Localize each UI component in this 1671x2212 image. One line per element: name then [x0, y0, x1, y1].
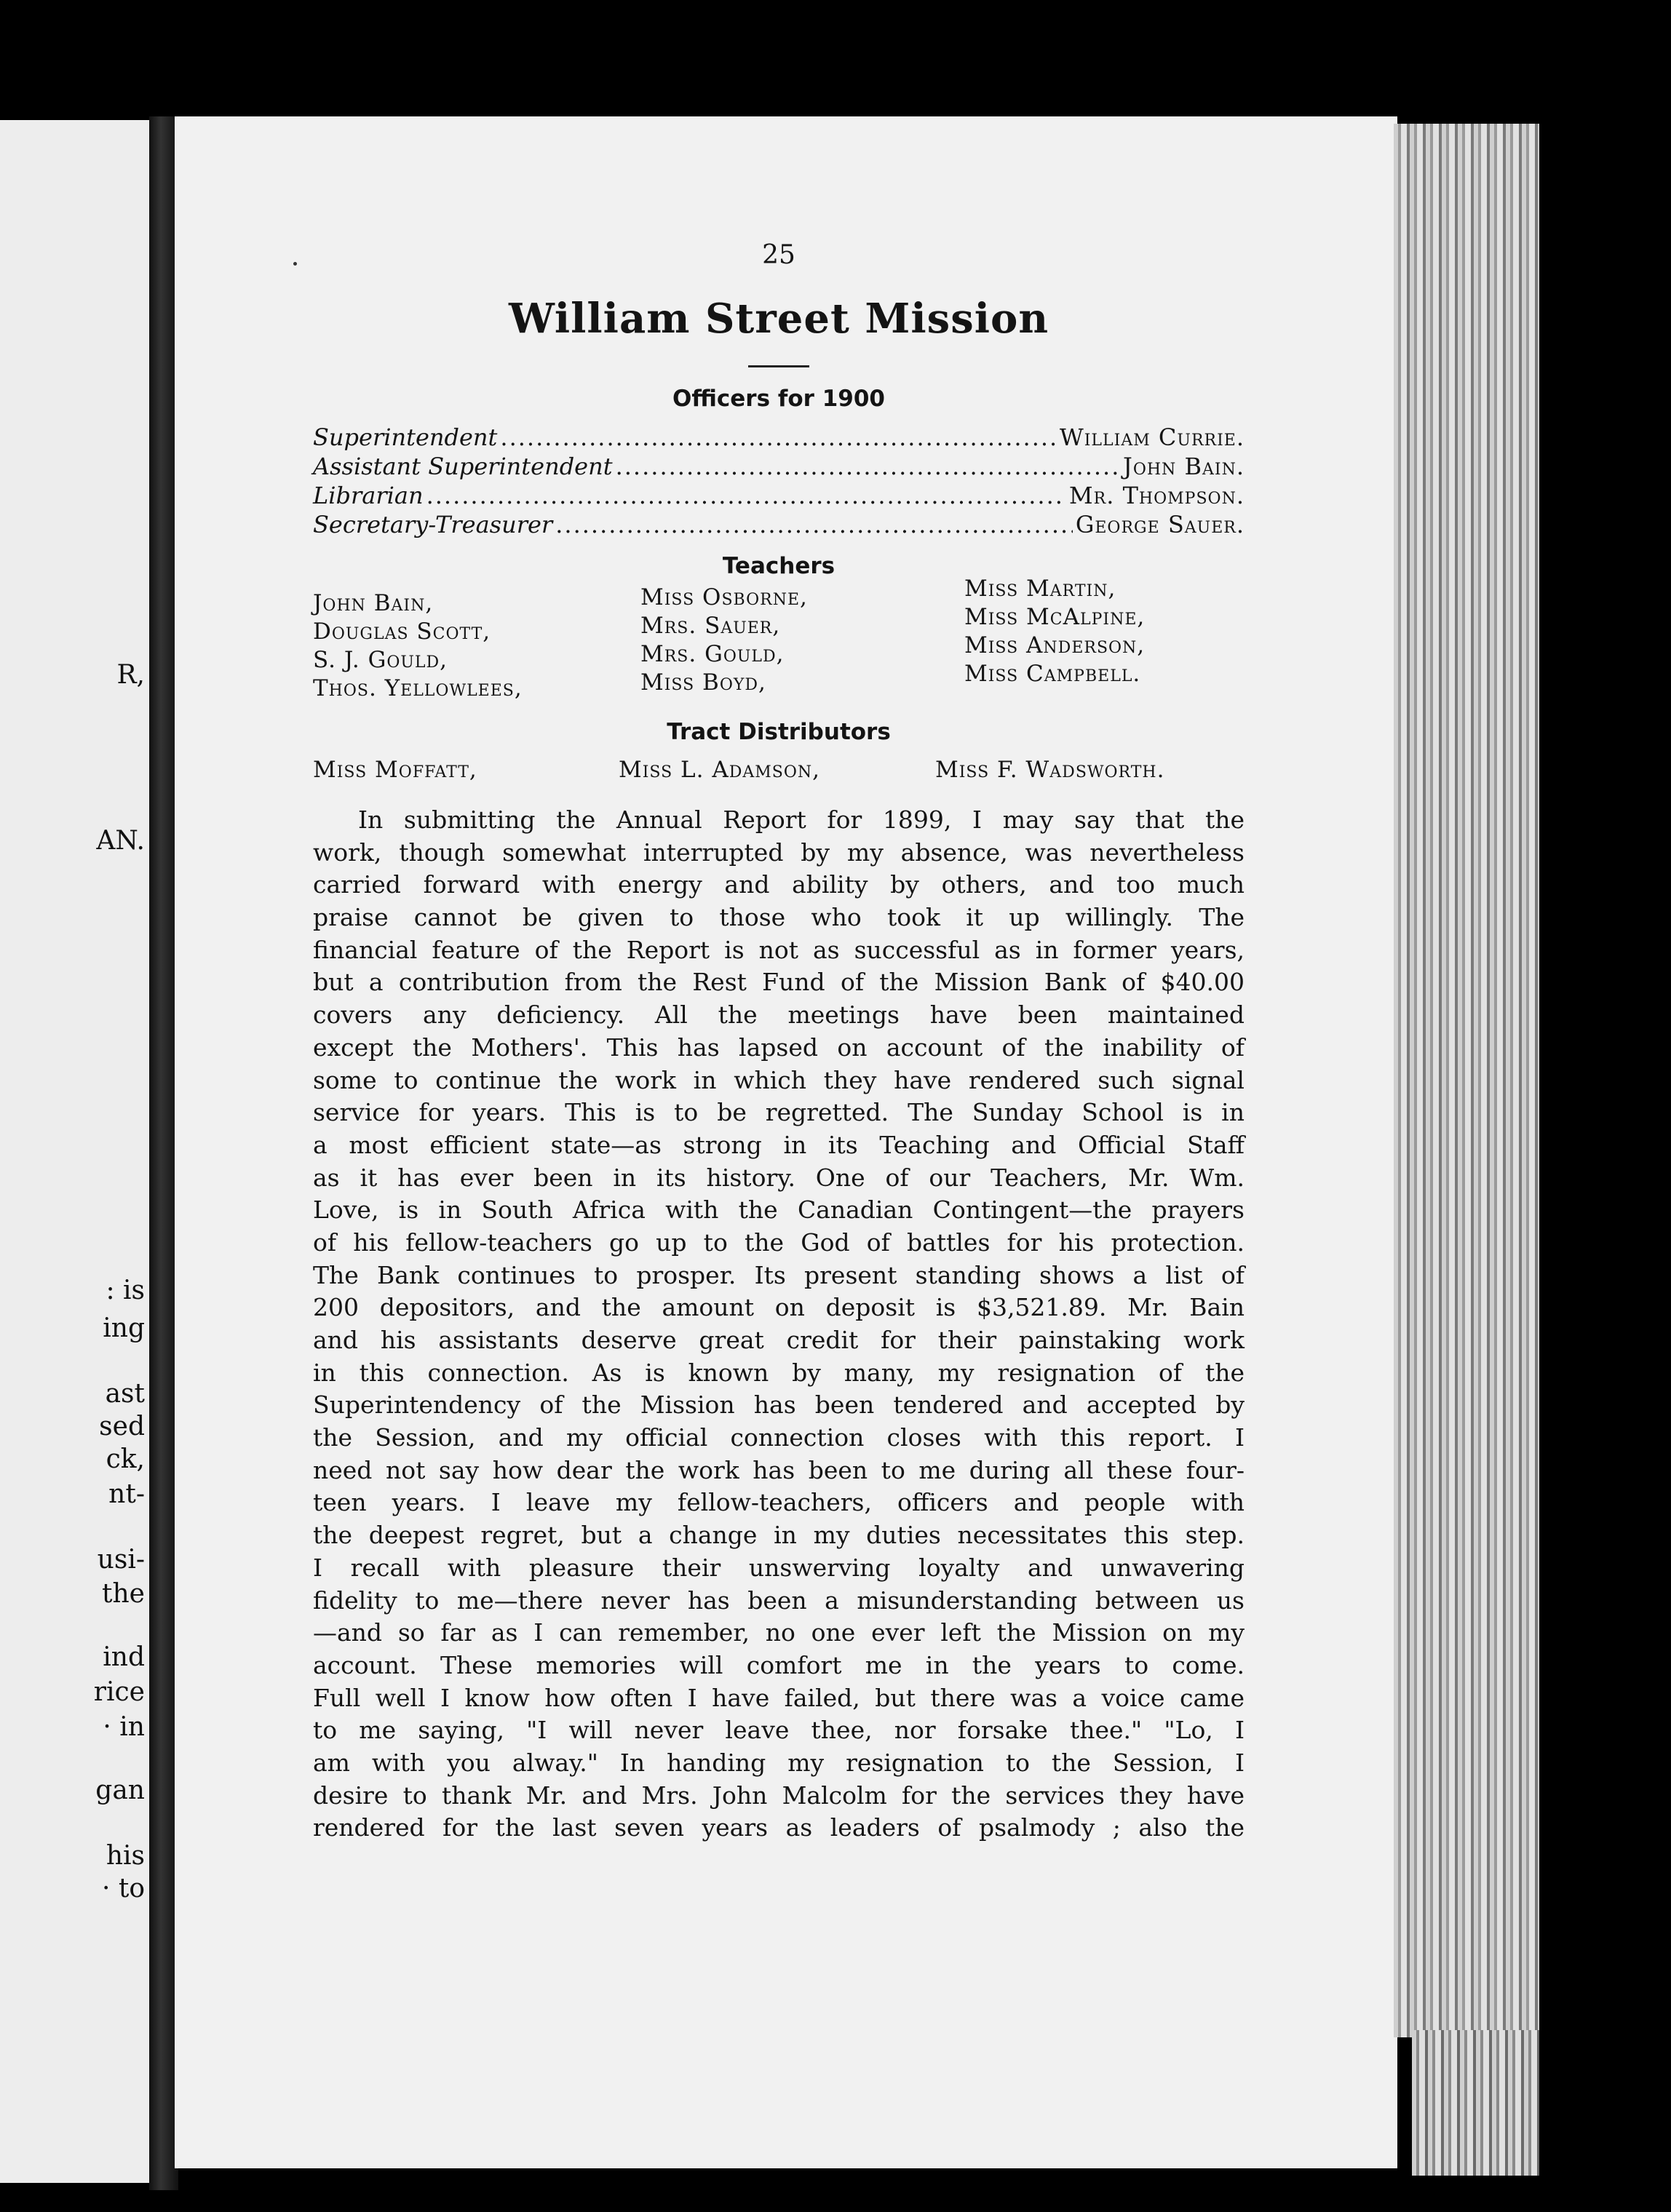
officer-name: George Sauer. — [1075, 511, 1245, 538]
body-line: carried forward with energy and ability by others, and too much — [313, 870, 1245, 899]
body-line: service for years. This is to be regretted. The Sunday School is in — [313, 1098, 1245, 1127]
body-line: —and so far as I can remember, no one ever left the Mission on my — [313, 1618, 1245, 1647]
body-line: am with you alway." In handing my resignation to the Session, I — [313, 1748, 1245, 1777]
teacher-name: Miss Osborne, — [640, 584, 808, 610]
left-page-fragment: ast — [105, 1379, 145, 1409]
body-line: as it has ever been in its history. One of our Teachers, Mr. Wm. — [313, 1163, 1245, 1192]
teachers-column-2 — [640, 584, 808, 697]
left-page-fragment: R, — [116, 660, 145, 690]
body-line: the Session, and my official connection closes with this report. I — [313, 1423, 1245, 1452]
teacher-name: Miss Martin, — [964, 576, 1116, 602]
page-number: 25 — [762, 240, 795, 270]
teacher-name: Miss Campbell. — [964, 661, 1141, 687]
body-line: the deepest regret, but a change in my duties necessitates this step. — [313, 1521, 1245, 1550]
book-gutter — [149, 116, 178, 2190]
title-rule — [748, 365, 809, 367]
body-line: of his fellow-teachers go up to the God of battles for his protection. — [313, 1228, 1245, 1257]
distributor-name: Miss Moffatt, — [313, 757, 477, 783]
page-title: William Street Mission — [508, 295, 1049, 343]
officer-row — [313, 453, 1245, 482]
teachers-column-3 — [964, 575, 1145, 688]
leader-dots — [616, 453, 1120, 480]
distributors-row — [313, 757, 1245, 786]
officer-role: Secretary-Treasurer — [313, 511, 553, 538]
officer-row — [313, 423, 1245, 453]
body-line: I recall with pleasure their unswerving loyalty and unwavering — [313, 1553, 1245, 1582]
distributor-name: Miss L. Adamson, — [619, 757, 820, 783]
teacher-name: Thos. Yellowlees, — [313, 675, 523, 701]
distributors-heading: Tract Distributors — [667, 719, 891, 745]
left-page-fragment: · to — [101, 1874, 145, 1903]
body-line: some to continue the work in which they have rendered such signal — [313, 1065, 1245, 1094]
left-page-fragment: usi- — [97, 1545, 145, 1575]
teacher-name: Miss Boyd, — [640, 669, 766, 696]
left-page-fragment: ind — [103, 1642, 145, 1672]
body-line: desire to thank Mr. and Mrs. John Malcolm for the services they have — [313, 1781, 1245, 1810]
officer-role: Librarian — [313, 482, 424, 509]
officer-row — [313, 482, 1245, 511]
body-line: account. These memories will comfort me in the years to come. — [313, 1650, 1245, 1679]
left-page-fragment: nt- — [108, 1479, 145, 1509]
body-line: and his assistants deserve great credit for their painstaking work — [313, 1326, 1245, 1354]
officer-name: John Bain. — [1123, 453, 1245, 480]
left-facing-page — [0, 120, 149, 2183]
officer-row — [313, 511, 1245, 540]
teacher-name: Miss McAlpine, — [964, 604, 1146, 630]
body-line: teen years. I leave my fellow-teachers, officers and people with — [313, 1488, 1245, 1517]
officers-heading: Officers for 1900 — [672, 386, 885, 412]
leader-dots — [426, 482, 1066, 509]
officer-name: Mr. Thompson. — [1068, 482, 1245, 509]
body-line: 200 depositors, and the amount on deposit is $3,521.89. Mr. Bain — [313, 1293, 1245, 1322]
body-line: Full well I know how often I have failed, but there was a voice came — [313, 1683, 1245, 1712]
body-line: Love, is in South Africa with the Canadian Contingent—the prayers — [313, 1195, 1245, 1225]
body-line: praise cannot be given to those who took it up willingly. The — [313, 903, 1245, 932]
teacher-name: Mrs. Sauer, — [640, 613, 781, 639]
teacher-name: Mrs. Gould, — [640, 641, 785, 667]
body-line: The Bank continues to prosper. Its present standing shows a list of — [313, 1260, 1245, 1289]
teacher-name: Douglas Scott, — [313, 618, 491, 645]
left-page-fragment: AN. — [96, 826, 145, 856]
page-edges-bottom — [1412, 2030, 1539, 2176]
officer-name: William Currie. — [1059, 423, 1245, 451]
teachers-column-1 — [313, 589, 523, 703]
left-page-fragment: ck, — [106, 1444, 145, 1474]
report-body — [313, 804, 1245, 1845]
teacher-name: S. J. Gould, — [313, 647, 448, 673]
body-line: but a contribution from the Rest Fund of the Mission Bank of $40.00 — [313, 968, 1245, 997]
left-page-fragment: sed — [99, 1412, 145, 1441]
body-line: in this connection. As is known by many, my resignation of the — [313, 1358, 1245, 1387]
body-line: need not say how dear the work has been to me during all these four- — [313, 1455, 1245, 1484]
teachers-heading: Teachers — [722, 553, 836, 579]
body-line: a most efficient state—as strong in its Teaching and Official Staff — [313, 1130, 1245, 1159]
body-line: work, though somewhat interrupted by my absence, was nevertheless — [313, 838, 1245, 867]
body-line: fidelity to me—there never has been a misunderstanding between us — [313, 1586, 1245, 1615]
left-page-fragment: the — [102, 1579, 145, 1609]
left-page-fragment: ing — [103, 1313, 145, 1343]
page-edges — [1394, 124, 1539, 2037]
ink-speck — [293, 262, 297, 266]
body-line: financial feature of the Report is not as successful as in former years, — [313, 935, 1245, 964]
body-line: covers any deficiency. All the meetings have been maintained — [313, 1000, 1245, 1030]
distributor-name: Miss F. Wadsworth. — [935, 757, 1165, 783]
body-line: In submitting the Annual Report for 1899, I may say that the — [358, 805, 1245, 834]
left-page-fragment: gan — [95, 1775, 145, 1805]
leader-dots — [500, 423, 1056, 451]
body-line: Superintendency of the Mission has been tendered and accepted by — [313, 1391, 1245, 1420]
teacher-name: Miss Anderson, — [964, 632, 1146, 659]
officer-role: Superintendent — [313, 423, 498, 451]
teacher-name: John Bain, — [313, 590, 434, 616]
left-page-fragment: · in — [103, 1712, 145, 1742]
body-line: rendered for the last seven years as leaders of psalmody ; also the — [313, 1813, 1245, 1842]
left-page-fragment: his — [106, 1841, 145, 1871]
body-line: to me saying, "I will never leave thee, nor forsake thee." "Lo, I — [313, 1716, 1245, 1745]
leader-dots — [555, 511, 1073, 538]
officer-role: Assistant Superintendent — [313, 453, 613, 480]
left-page-fragment: rice — [93, 1677, 145, 1707]
left-page-fragment: : is — [106, 1276, 145, 1305]
body-line: except the Mothers'. This has lapsed on account of the inability of — [313, 1033, 1245, 1062]
